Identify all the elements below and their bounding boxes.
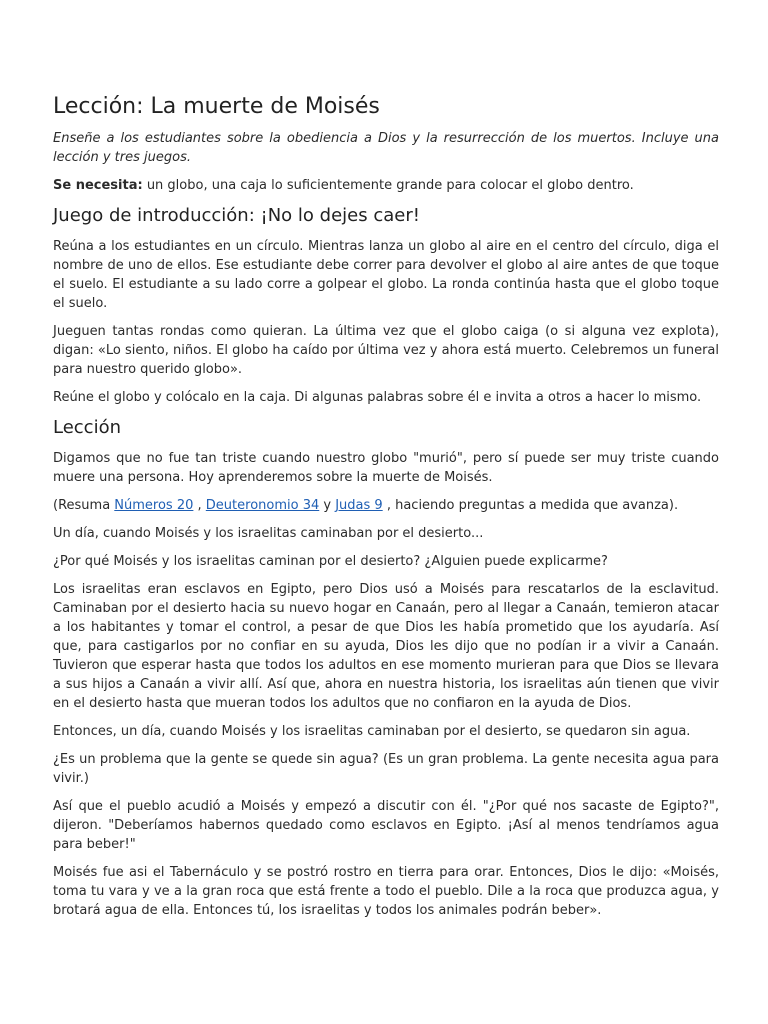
- lesson-paragraph: Así que el pueblo acudió a Moisés y empezó a discutir con él. "¿Por qué nos sacaste de Egipto?", dijeron. "Deberíamos habernos quedado como esclavos en Egipto. ¡Así al menos tendríamos agua para beber!": [53, 799, 719, 852]
- lesson-heading: Lección: [53, 417, 122, 438]
- game-paragraph: Reúna a los estudiantes en un círculo. Mientras lanza un globo al aire en el centro del círculo, diga el nombre de uno de ellos. Ese estudiante debe correr para devolver el globo al aire antes de que toque el suelo. El estudiante a su lado corre a golpear el globo. La ronda continúa hasta que el globo toque el suelo.: [53, 239, 719, 311]
- refs-separator: y: [319, 498, 336, 513]
- link-deuteronomio-34[interactable]: Deuteronomio 34: [205, 498, 320, 513]
- link-numeros-20[interactable]: Números 20: [114, 498, 194, 513]
- game-heading: Juego de introducción: ¡No lo dejes caer!: [53, 205, 420, 226]
- link-judas-9[interactable]: Judas 9: [335, 498, 383, 513]
- lesson-paragraph: ¿Por qué Moisés y los israelitas caminan por el desierto? ¿Alguien puede explicarme?: [53, 554, 608, 569]
- game-paragraph: Jueguen tantas rondas como quieran. La última vez que el globo caiga (o si alguna vez explota), digan: «Lo siento, niños. El globo ha caído por última vez y ahora está muerto. Celebremos un funeral para nuestro querido globo».: [53, 324, 719, 377]
- intro-paragraph: Enseñe a los estudiantes sobre la obediencia a Dios y la resurrección de los muertos. Incluye una lección y tres juegos.: [53, 131, 719, 165]
- refs-separator: ,: [193, 498, 206, 513]
- game-paragraph: Reúne el globo y colócalo en la caja. Di algunas palabras sobre él e invita a otros a hacer lo mismo.: [53, 390, 702, 405]
- needs-paragraph: [53, 176, 719, 195]
- refs-prefix: (Resuma: [53, 498, 115, 513]
- lesson-paragraph: Digamos que no fue tan triste cuando nuestro globo "murió", pero sí puede ser muy triste cuando muere una persona. Hoy aprenderemos sobre la muerte de Moisés.: [53, 451, 719, 485]
- lesson-paragraph: Moisés fue asi el Tabernáculo y se postró rostro en tierra para orar. Entonces, Dios le dijo: «Moisés, toma tu vara y ve a la gran roca que está frente a todo el pueblo. Dile a la roca que produzca agua, y brotará agua de ella. Entonces tú, los israelitas y todos los animales podrán beber».: [53, 865, 719, 918]
- lesson-paragraph: Entonces, un día, cuando Moisés y los israelitas caminaban por el desierto, se quedaron sin agua.: [53, 724, 691, 739]
- lesson-paragraph: Un día, cuando Moisés y los israelitas caminaban por el desierto...: [53, 526, 484, 541]
- needs-label: Se necesita:: [53, 178, 143, 193]
- lesson-paragraph: ¿Es un problema que la gente se quede sin agua? (Es un gran problema. La gente necesita agua para vivir.): [53, 752, 719, 786]
- lesson-paragraph: Los israelitas eran esclavos en Egipto, pero Dios usó a Moisés para rescatarlos de la esclavitud. Caminaban por el desierto hacia su nuevo hogar en Canaán, pero al llegar a Canaán, temieron atacar a los habitantes y tomar el control, a pesar de que Dios les había prometido que los ayudaría. Así que, para castigarlos por no confiar en su ayuda, Dios les dijo que no podían ir a vivir a Canaán. Tuvieron que esperar hasta que todos los adultos en ese momento murieran para que Dios se llevara a sus hijos a Canaán a vivir allí. Así que, ahora en nuestra historia, los israelitas aún tienen que vivir en el desierto hasta que mueran todos los adultos que no confiaron en la ayuda de Dios.: [53, 582, 719, 711]
- page-title: Lección: La muerte de Moisés: [53, 94, 380, 119]
- needs-text: un globo, una caja lo suficientemente grande para colocar el globo dentro.: [142, 178, 634, 193]
- references-paragraph: [53, 496, 719, 515]
- refs-suffix: , haciendo preguntas a medida que avanza).: [382, 498, 679, 513]
